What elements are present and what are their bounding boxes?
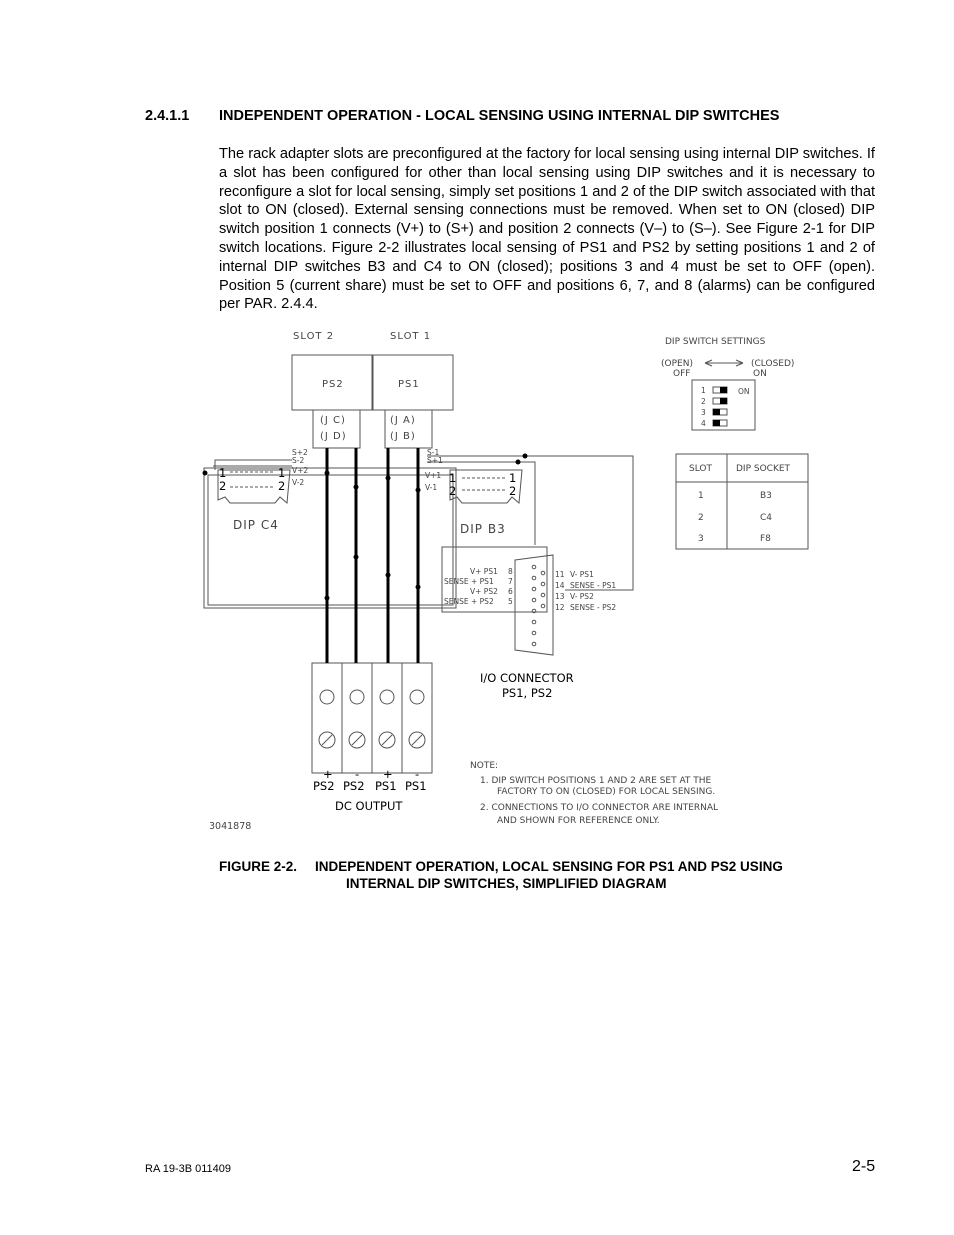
pin-label-v-plus-ps2: V+ PS2 <box>470 587 498 596</box>
figure-caption <box>219 858 783 892</box>
on-label: ON <box>753 369 767 379</box>
table-header-dip-socket: DIP SOCKET <box>736 464 791 474</box>
dip-b3-pos2-right: 2 <box>509 484 517 498</box>
figure-label: FIGURE 2-2. <box>219 859 298 874</box>
pin-label-v-plus-ps1: V+ PS1 <box>470 567 498 576</box>
pin-label-sense-minus-ps1: SENSE - PS1 <box>570 581 617 590</box>
note-2a: 2. CONNECTIONS TO I/O CONNECTOR ARE INTERNAL <box>480 803 719 813</box>
pin-5: 5 <box>508 597 513 606</box>
pin-label-sense-plus-ps2: SENSE + PS2 <box>444 597 494 606</box>
pin-8: 8 <box>508 567 513 576</box>
terminal-ps2-minus-name: PS2 <box>343 779 365 793</box>
settings-on-label: ON <box>738 387 750 396</box>
table-row3-socket: F8 <box>760 534 771 544</box>
section-number: 2.4.1.1 <box>145 108 190 124</box>
v-minus-2-label: V-2 <box>292 478 305 487</box>
footer-doc-id: RA 19-3B 011409 <box>145 1163 232 1175</box>
wiring-diagram <box>195 325 820 835</box>
pin-label-v-minus-ps2: V- PS2 <box>570 592 594 601</box>
ps1-label: PS1 <box>398 379 420 390</box>
page-number: 2-5 <box>852 1158 876 1175</box>
v-plus-1-label: V+1 <box>425 471 442 480</box>
table-row1-socket: B3 <box>760 491 772 501</box>
pin-11: 11 <box>555 570 565 579</box>
table-row2-socket: C4 <box>760 513 773 523</box>
ja-label: (J A) <box>390 415 416 426</box>
table-row2-slot: 2 <box>698 513 704 523</box>
s-minus-1-label: S-1 <box>427 448 440 457</box>
terminal-ps2-plus-polarity: + <box>323 767 333 781</box>
table-row3-slot: 3 <box>698 534 704 544</box>
dip-c4-pos2-left: 2 <box>219 479 227 493</box>
section-title: INDEPENDENT OPERATION - LOCAL SENSING USING INTERNAL DIP SWITCHES <box>219 108 780 124</box>
note-title: NOTE: <box>470 761 499 771</box>
settings-pos1: 1 <box>701 386 706 395</box>
jb-label: (J B) <box>390 431 416 442</box>
dip-c4-pos2-right: 2 <box>278 479 286 493</box>
v-minus-1-label: V-1 <box>425 483 438 492</box>
body-paragraph: The rack adapter slots are preconfigured at the factory for local sensing using internal DIP switches. If a slot has been configured for other than local sensing using DIP switches and it is necessary to reconfigure a slot for local sensing, simply set positions 1 and 2 of the DIP switch associated with that slot to ON (closed). External sensing connections must be removed. When set to ON (closed) DIP switch position 1 connects (V+) to (S+) and position 2 connects (V–) to (S–). See Figure 2-1 for DIP switch locations. Figure 2-2 illustrates local sensing of PS1 and PS2 by setting positions 1 and 2 of internal DIP switches B3 and C4 to ON (closed); positions 3 and 4 must be set to OFF (open). Position 5 (current share) must be set to OFF and positions 6, 7, and 8 (alarms) can be configured per PAR. 2.4.4. <box>219 146 875 313</box>
pin-14: 14 <box>555 581 565 590</box>
terminal-ps1-minus-name: PS1 <box>405 779 427 793</box>
pin-label-sense-plus-ps1: SENSE + PS1 <box>444 577 494 586</box>
dip-b3-pos1-right: 1 <box>509 471 517 485</box>
pin-label-v-minus-ps1: V- PS1 <box>570 570 594 579</box>
dc-output-label: DC OUTPUT <box>335 799 403 813</box>
section-heading <box>145 108 779 124</box>
s-plus-2-label: S+2 <box>292 448 308 457</box>
off-label: OFF <box>673 369 691 379</box>
pin-13: 13 <box>555 592 565 601</box>
caption-line-1: INDEPENDENT OPERATION, LOCAL SENSING FOR PS1 AND PS2 USING <box>315 859 783 874</box>
dip-c4-pos1-left: 1 <box>219 466 227 480</box>
s-minus-2-label: S-2 <box>292 456 305 465</box>
io-connector-label: I/O CONNECTOR <box>480 671 574 685</box>
note-1b: FACTORY TO ON (CLOSED) FOR LOCAL SENSING. <box>497 787 716 797</box>
dip-c4-label: DIP C4 <box>233 518 279 532</box>
drawing-number: 3041878 <box>209 821 252 832</box>
slot2-label: SLOT 2 <box>293 331 335 342</box>
pin-label-sense-minus-ps2: SENSE - PS2 <box>570 603 617 612</box>
table-header-slot: SLOT <box>689 464 712 474</box>
dip-b3-label: DIP B3 <box>460 522 506 536</box>
dip-b3-pos2-left: 2 <box>449 484 457 498</box>
table-row1-slot: 1 <box>698 491 704 501</box>
pin-12: 12 <box>555 603 565 612</box>
terminal-ps1-plus-name: PS1 <box>375 779 397 793</box>
settings-pos3: 3 <box>701 408 706 417</box>
pin-7: 7 <box>508 577 513 586</box>
settings-pos2: 2 <box>701 397 706 406</box>
caption-line-2: INTERNAL DIP SWITCHES, SIMPLIFIED DIAGRAM <box>346 876 667 891</box>
dip-settings-title: DIP SWITCH SETTINGS <box>665 337 766 347</box>
s-plus-1-label: S+1 <box>427 456 443 465</box>
dip-b3-pos1-left: 1 <box>449 471 457 485</box>
dip-c4-pos1-right: 1 <box>278 466 286 480</box>
terminal-ps1-plus-polarity: + <box>383 767 393 781</box>
open-label: (OPEN) <box>661 359 693 369</box>
terminal-ps1-minus-polarity: - <box>415 767 420 781</box>
ps2-label: PS2 <box>322 379 344 390</box>
slot1-label: SLOT 1 <box>390 331 432 342</box>
pin-6: 6 <box>508 587 513 596</box>
jc-label: (J C) <box>320 415 346 426</box>
note-1a: 1. DIP SWITCH POSITIONS 1 AND 2 ARE SET AT THE <box>480 776 712 786</box>
terminal-ps2-minus-polarity: - <box>355 767 360 781</box>
v-plus-2-label: V+2 <box>292 466 309 475</box>
jd-label: (J D) <box>320 431 347 442</box>
io-connector-sublabel: PS1, PS2 <box>502 686 553 700</box>
terminal-ps2-plus-name: PS2 <box>313 779 335 793</box>
closed-label: (CLOSED) <box>751 359 795 369</box>
note-2b: AND SHOWN FOR REFERENCE ONLY. <box>497 816 660 826</box>
settings-pos4: 4 <box>701 419 706 428</box>
